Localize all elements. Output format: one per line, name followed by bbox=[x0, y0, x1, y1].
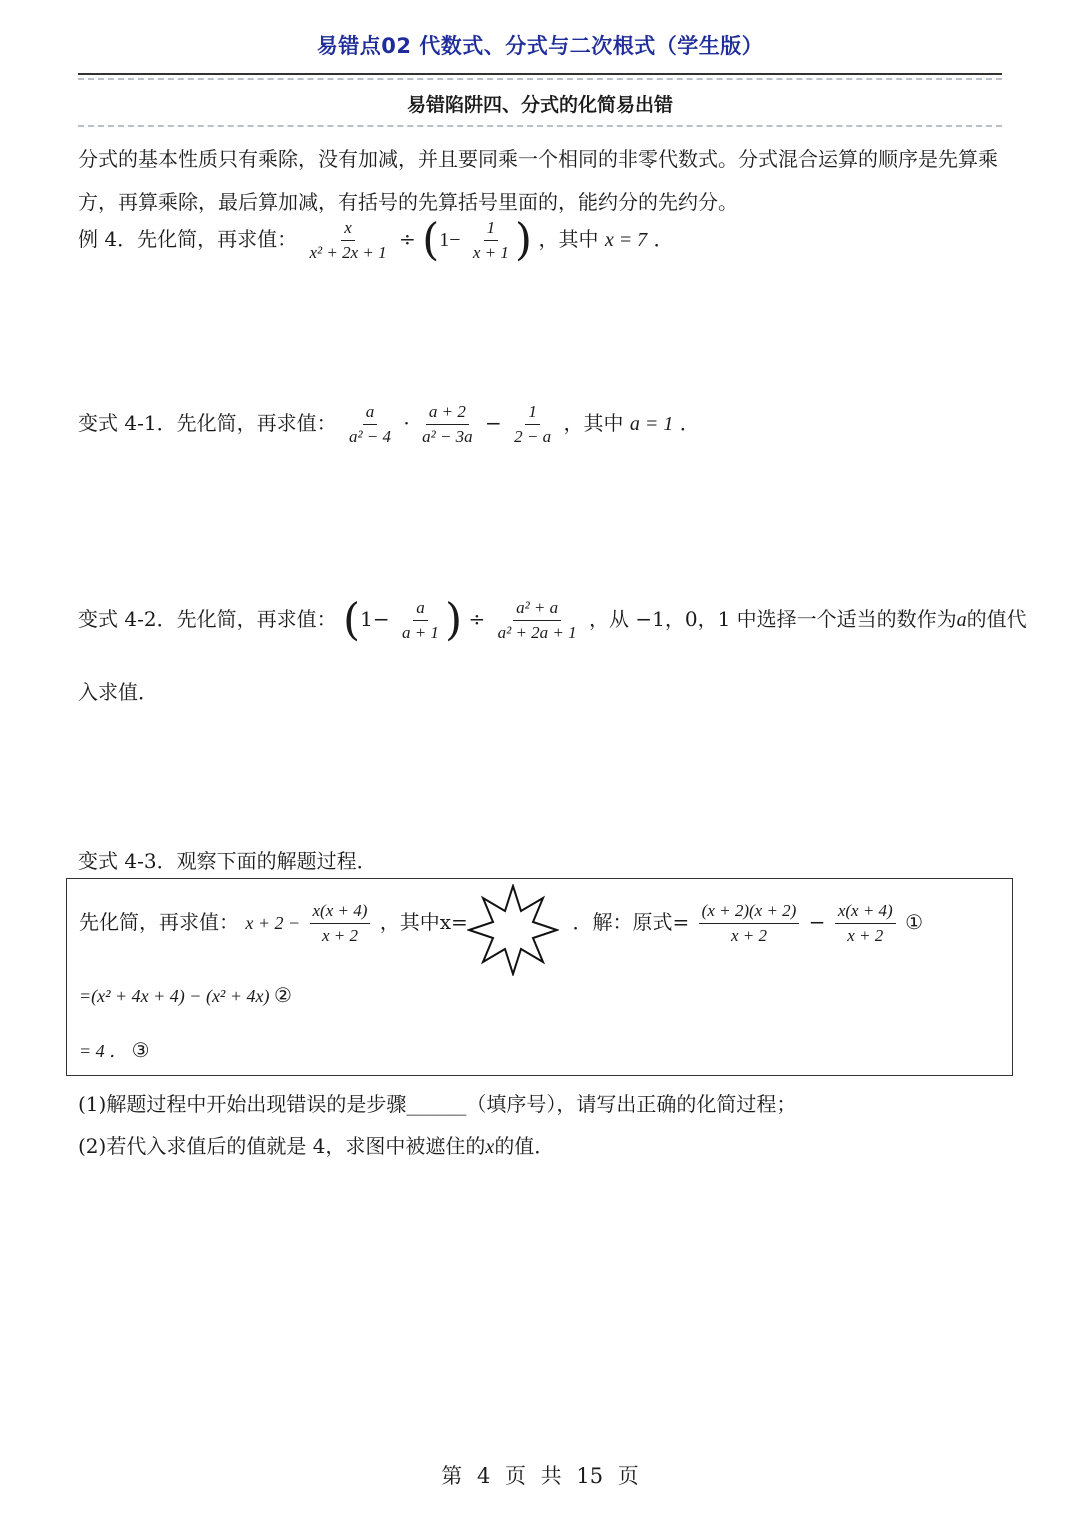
variant-4-1-fraction-2: $\frac{a + 2}{\text{a² − 3a}}$ bbox=[422, 402, 473, 446]
question-2: (2)若代入求值后的值就是 4，求图中被遮住的x的值． bbox=[78, 1134, 555, 1158]
solution-line-3: = 4 ． ③ bbox=[79, 1040, 150, 1062]
step1-fraction-1: $\frac{(x + 2)(x + 2)}{x + 2}$ bbox=[699, 901, 800, 946]
solution-line-1: 先化简，再求值： x + 2 − $\frac{x(x + 4)}{x + 2}$ ，其中x= ．解：原式= $\frac{(x + 2)(x + 2)}{x + 2}$ − $\frac{x(x + 4)}{x + 2}$ ① bbox=[79, 901, 924, 945]
variant-4-1-label: 变式 4-1．先化简，再求值： bbox=[78, 411, 337, 435]
variant-4-1-condition: a = 1 bbox=[629, 413, 674, 435]
example-4-label: 例 4．先化简，再求值： bbox=[78, 227, 298, 251]
hidden-value-star-icon bbox=[467, 884, 559, 976]
dashed-divider-top bbox=[78, 78, 1002, 80]
example-4-fraction-2: $\frac{1}{x + 1}$ bbox=[472, 218, 509, 262]
variant-4-2-line-2: 入求值． bbox=[78, 680, 158, 704]
variant-4-2-fraction-2: $\frac{\text{a² + a}}{\text{a² + 2a + 1}}$ bbox=[497, 598, 577, 642]
step-2-marker: ② bbox=[273, 985, 292, 1007]
step1-fraction-2: $\frac{x(x + 4)}{x + 2}$ bbox=[835, 901, 896, 946]
step-1-marker: ① bbox=[905, 910, 924, 934]
variant-4-2-fraction-1: $\frac{a}{a + 1}$ bbox=[401, 598, 439, 642]
document-header-title: 易错点02 代数式、分式与二次根式（学生版） bbox=[316, 34, 764, 58]
divide-sign: ÷ bbox=[398, 227, 416, 251]
variant-4-2-label: 变式 4-2．先化简，再求值： bbox=[78, 607, 337, 631]
variant-4-2: 变式 4-2．先化简，再求值： (1− $\frac{a}{a + 1}$ ) ÷ $\frac{\text{a² + a}}{\text{a² + 2a + 1}}$ ，从 −1，0，1 中选择一个适当的数作为a的值代 bbox=[78, 594, 1027, 646]
question-1: (1)解题过程中开始出现错误的是步骤______（填序号），请写出正确的化简过程； bbox=[78, 1092, 797, 1116]
solution-box bbox=[66, 878, 1013, 1076]
intro-paragraph: 分式的基本性质只有乘除，没有加减，并且要同乘一个相同的非零代数式。分式混合运算的顺序是先算乘方，再算乘除，最后算加减，有括号的先算括号里面的，能约分的先约分。 bbox=[78, 147, 998, 214]
header-rule bbox=[78, 73, 1002, 75]
variant-4-1-fraction-3: $\frac{1}{2 - a}$ bbox=[514, 402, 552, 446]
solution-line-2: =(x² + 4x + 4) − (x² + 4x) ② bbox=[79, 985, 292, 1007]
variant-4-3-label: 变式 4-3．观察下面的解题过程． bbox=[78, 849, 377, 873]
step-3-marker: ③ bbox=[131, 1040, 150, 1062]
solution-fraction: $\frac{x(x + 4)}{x + 2}$ bbox=[310, 901, 371, 946]
page-number: 第 4 页 共 15 页 bbox=[441, 1464, 639, 1488]
variant-4-1-fraction-1: $\frac{a}{\text{a² − 4}}$ bbox=[348, 402, 392, 446]
variant-4-1: 变式 4-1．先化简，再求值： $\frac{a}{\text{a² − 4}}$ · $\frac{a + 2}{\text{a² − 3a}}$ − $\frac{1}{2 - a}$ ，其中 a = 1 ． bbox=[78, 402, 700, 446]
section-title: 易错陷阱四、分式的化简易出错 bbox=[406, 94, 673, 116]
example-4-condition: x = 7 bbox=[604, 229, 648, 251]
dashed-divider-bottom bbox=[78, 125, 1002, 127]
example-4: 例 4．先化简，再求值： $\frac{x}{\text{x² + 2x + 1}}$ ÷ (1− $\frac{1}{x + 1}$ ) ，其中 x = 7 ． bbox=[78, 214, 674, 266]
example-4-fraction-1: $\frac{x}{\text{x² + 2x + 1}}$ bbox=[309, 218, 387, 262]
